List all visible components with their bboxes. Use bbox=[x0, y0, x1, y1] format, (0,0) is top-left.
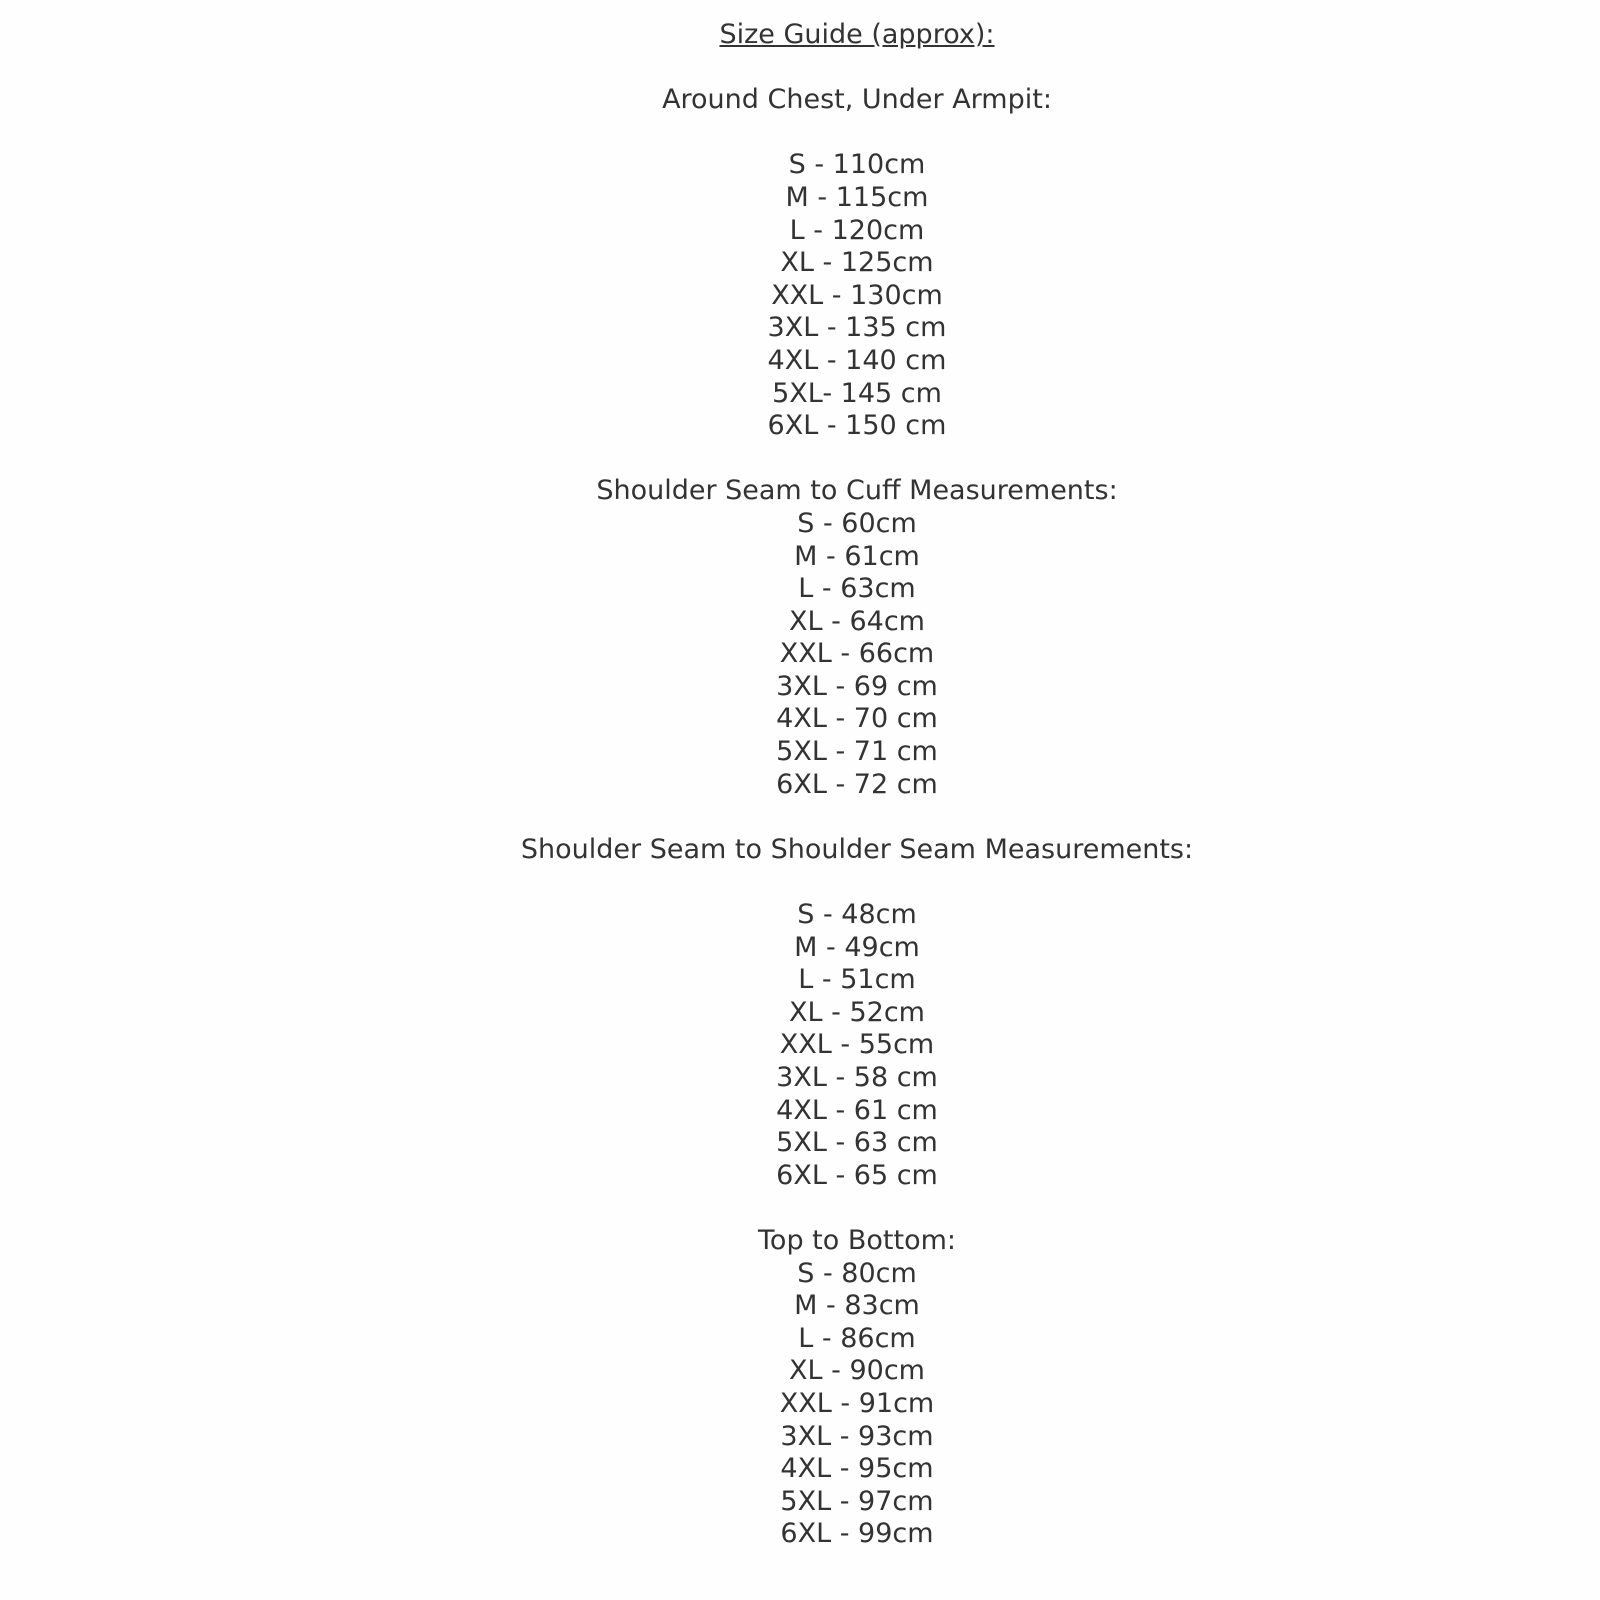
blank-line bbox=[114, 117, 1600, 150]
page-title: Size Guide (approx): bbox=[719, 19, 995, 50]
size-measurement-line: 6XL - 99cm bbox=[780, 1518, 934, 1550]
size-measurement-line: L - 63cm bbox=[798, 573, 916, 605]
size-measurement-line: 3XL - 69 cm bbox=[776, 670, 938, 702]
size-measurement-line: 5XL- 145 cm bbox=[772, 377, 942, 409]
size-measurement-line: L - 51cm bbox=[798, 964, 916, 996]
size-measurement-line: 3XL - 135 cm bbox=[767, 312, 947, 344]
size-measurement-line: S - 48cm bbox=[797, 899, 917, 931]
size-measurement-line: M - 49cm bbox=[794, 931, 920, 963]
blank-line bbox=[114, 1192, 1600, 1225]
size-measurement-line: 5XL - 71 cm bbox=[776, 736, 938, 768]
size-measurement-line: L - 120cm bbox=[789, 214, 925, 246]
size-measurement-line: 5XL - 97cm bbox=[780, 1485, 934, 1517]
size-measurement-line: 5XL - 63 cm bbox=[776, 1127, 938, 1159]
size-measurement-line: S - 110cm bbox=[788, 149, 926, 181]
blank-line bbox=[114, 801, 1600, 834]
blank-line bbox=[114, 866, 1600, 899]
size-measurement-line: XL - 64cm bbox=[789, 605, 925, 637]
blank-line bbox=[114, 52, 1600, 85]
size-measurement-line: 3XL - 58 cm bbox=[776, 1062, 938, 1093]
section-heading: Top to Bottom: bbox=[758, 1224, 956, 1256]
size-measurement-line: 4XL - 140 cm bbox=[767, 344, 947, 376]
section-heading: Shoulder Seam to Cuff Measurements: bbox=[596, 475, 1118, 507]
size-measurement-line: S - 60cm bbox=[797, 507, 917, 539]
size-measurement-line: M - 61cm bbox=[794, 540, 920, 572]
size-measurement-line: XL - 90cm bbox=[789, 1355, 925, 1387]
blank-line bbox=[114, 443, 1600, 476]
size-measurement-line: 6XL - 72 cm bbox=[776, 768, 938, 800]
size-measurement-line: 4XL - 61 cm bbox=[776, 1094, 938, 1126]
section-heading: Around Chest, Under Armpit: bbox=[662, 84, 1052, 116]
section-heading: Shoulder Seam to Shoulder Seam Measurements: bbox=[520, 833, 1194, 865]
size-measurement-line: 3XL - 93cm bbox=[780, 1420, 934, 1452]
size-measurement-line: XXL - 55cm bbox=[779, 1029, 935, 1061]
size-measurement-line: 4XL - 70 cm bbox=[776, 703, 938, 735]
size-measurement-line: 6XL - 65 cm bbox=[776, 1159, 938, 1191]
size-measurement-line: XXL - 91cm bbox=[779, 1387, 935, 1419]
size-measurement-line: XL - 52cm bbox=[789, 996, 925, 1028]
sections-container bbox=[114, 52, 1600, 1551]
size-measurement-line: 6XL - 150 cm bbox=[767, 410, 947, 442]
size-measurement-line: S - 80cm bbox=[797, 1257, 917, 1289]
size-measurement-line: M - 115cm bbox=[785, 181, 929, 213]
size-measurement-line: 4XL - 95cm bbox=[780, 1453, 934, 1485]
size-measurement-line: M - 83cm bbox=[794, 1290, 920, 1322]
size-measurement-line: L - 86cm bbox=[798, 1322, 916, 1354]
size-measurement-line: XL - 125cm bbox=[780, 247, 934, 279]
size-measurement-line: XXL - 130cm bbox=[771, 279, 943, 311]
size-measurement-line: XXL - 66cm bbox=[779, 638, 935, 670]
